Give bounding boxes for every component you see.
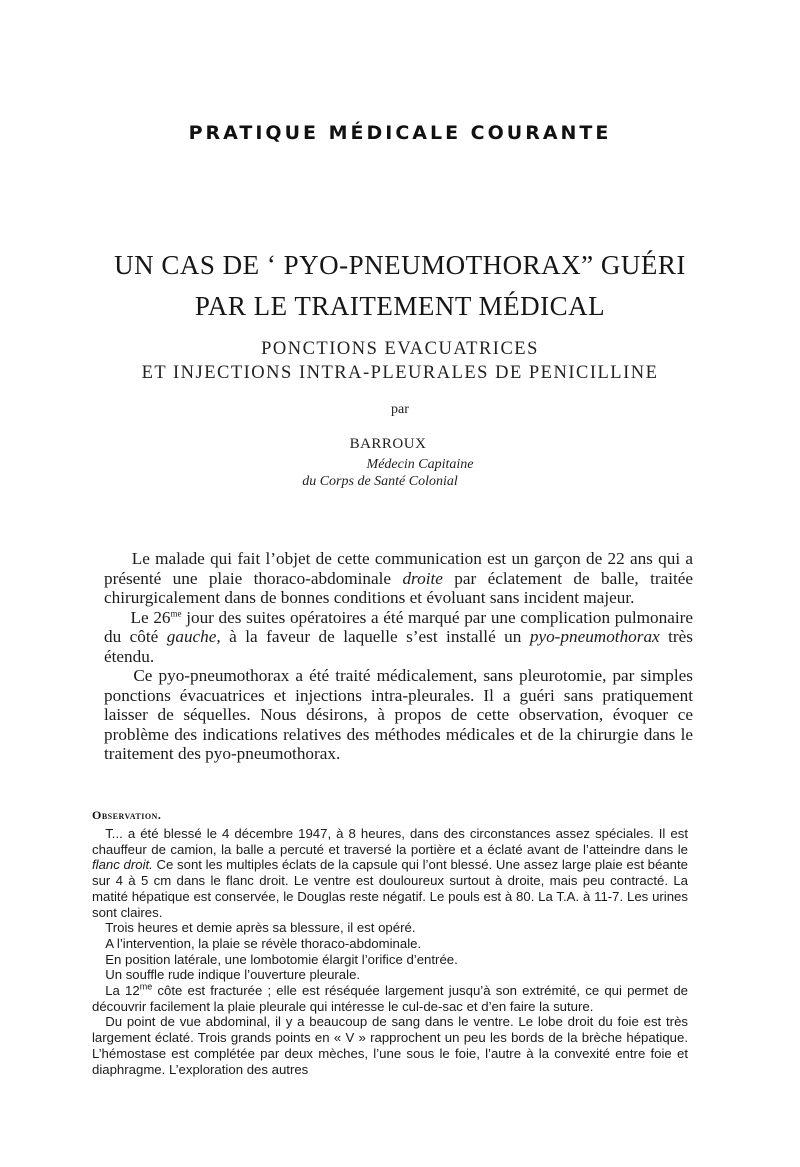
obs-p6-text-a: La 12 bbox=[105, 983, 140, 999]
intro-p1-text-a: Le malade qui fait l’objet de cette communication est un garçon de 22 ans qui a présenté une plaie thoraco-abdominale bbox=[104, 549, 694, 588]
article-title-line-2: PAR LE TRAITEMENT MÉDICAL bbox=[194, 291, 606, 321]
observation-heading: Observation. bbox=[92, 808, 162, 822]
intro-p1-text-b: par éclatement de balle, traitée chirurgicalement dans de bonnes conditions et évoluant sans incident majeur. bbox=[104, 568, 694, 607]
obs-p4-text: En position latérale, une lombotomie élargit l’orifice d’entrée. bbox=[105, 951, 458, 967]
intro-p2-text-c: à la faveur de laquelle s’est installé un bbox=[220, 627, 530, 646]
obs-p6-superscript: me bbox=[139, 981, 153, 992]
obs-p6-text-b: côte est fracturée ; elle est réséquée largement jusqu’à son extrémité, ce qui permet de découvrir facilement la plaie pleurale qui intéresse le cul-de-sac et d’en faire la suture. bbox=[92, 983, 688, 1014]
observation-paragraph-1 bbox=[92, 826, 688, 920]
author-name: BARROUX bbox=[349, 436, 427, 452]
observation-paragraph-2 bbox=[92, 920, 688, 936]
observation-paragraph-4 bbox=[92, 952, 688, 968]
article-title-line-1: UN CAS DE ‘ PYO-PNEUMOTHORAX” GUÉRI bbox=[114, 250, 686, 280]
intro-paragraph-1 bbox=[104, 549, 693, 608]
intro-p2-text-b: jour des suites opératoires a été marqué par une complication pulmonaire du côté bbox=[104, 607, 693, 646]
intro-p2-text-d: très étendu. bbox=[104, 627, 693, 666]
intro-p1-emphasis: droite bbox=[402, 568, 443, 588]
section-header: PRATIQUE MÉDICALE COURANTE bbox=[188, 122, 612, 144]
intro-paragraph-3 bbox=[104, 666, 693, 764]
intro-p2-text-a: Le 26 bbox=[130, 607, 171, 627]
author-corps: du Corps de Santé Colonial bbox=[302, 474, 458, 489]
observation-paragraph-7 bbox=[92, 1014, 688, 1077]
intro-p2-superscript: me bbox=[170, 607, 182, 618]
obs-p1-emphasis: flanc droit. bbox=[92, 857, 153, 873]
byline-par: par bbox=[391, 402, 409, 417]
article-subtitle-line-2: ET INJECTIONS INTRA-PLEURALES DE PENICILLINE bbox=[141, 363, 659, 383]
introduction bbox=[104, 549, 693, 764]
article-subtitle-line-1: PONCTIONS EVACUATRICES bbox=[261, 339, 539, 359]
observation-paragraph-5 bbox=[92, 967, 688, 983]
obs-p7-text: Du point de vue abdominal, il y a beaucoup de sang dans le ventre. Le lobe droit du foie est très largement éclaté. Trois grands points en « V » rapprochent un peu les bords de la brèche hépatique. L’hémostase est complétée par deux mèches, l’une sous le foie, l’autre à la convexité entre foie et diaphragme. L’exploration des autres bbox=[92, 1014, 688, 1077]
intro-paragraph-2 bbox=[104, 608, 693, 667]
intro-p3-text: Ce pyo-pneumothorax a été traité médicalement, sans pleurotomie, par simples ponctions évacuatrices et injections intra-pleurales. Il a guéri sans pratiquement laisser de séquelles. Nous désirons, à propos de cette observation, évoquer ce problème des indications relatives des méthodes médicales et de la chirurgie dans le traitement des pyo-pneumothorax. bbox=[104, 666, 693, 763]
obs-p2-text: Trois heures et demie après sa blessure, il est opéré. bbox=[105, 920, 416, 936]
observation-paragraph-6 bbox=[92, 983, 688, 1014]
intro-p2-emphasis-2: pyo-pneumothorax bbox=[529, 627, 660, 646]
author-role: Médecin Capitaine bbox=[366, 457, 474, 472]
obs-p3-text: A l’intervention, la plaie se révèle thoraco-abdominale. bbox=[105, 935, 422, 951]
obs-p1-text-b: Ce sont les multiples éclats de la capsule qui l’ont blessé. Une assez large plaie est béante sur 4 à 5 cm dans le flanc droit. Le ventre est douloureux surtout à droite, mais peu contracté. La matité hépatique est conservée, le Douglas reste négatif. Le pouls est à 80. La T.A. à 11-7. Les urines sont claires. bbox=[92, 857, 688, 920]
obs-p1-text-a: T... a été blessé le 4 décembre 1947, à 8 heures, dans des circonstances assez spéciales. Il est chauffeur de camion, la balle a percuté et traversé la portière et a éclaté avant de l’atteindre dans le bbox=[92, 826, 688, 857]
obs-p5-text: Un souffle rude indique l’ouverture pleurale. bbox=[105, 967, 361, 983]
intro-p2-emphasis: gauche, bbox=[166, 627, 221, 646]
observation-paragraph-3 bbox=[92, 936, 688, 952]
observation-body bbox=[92, 826, 688, 1077]
